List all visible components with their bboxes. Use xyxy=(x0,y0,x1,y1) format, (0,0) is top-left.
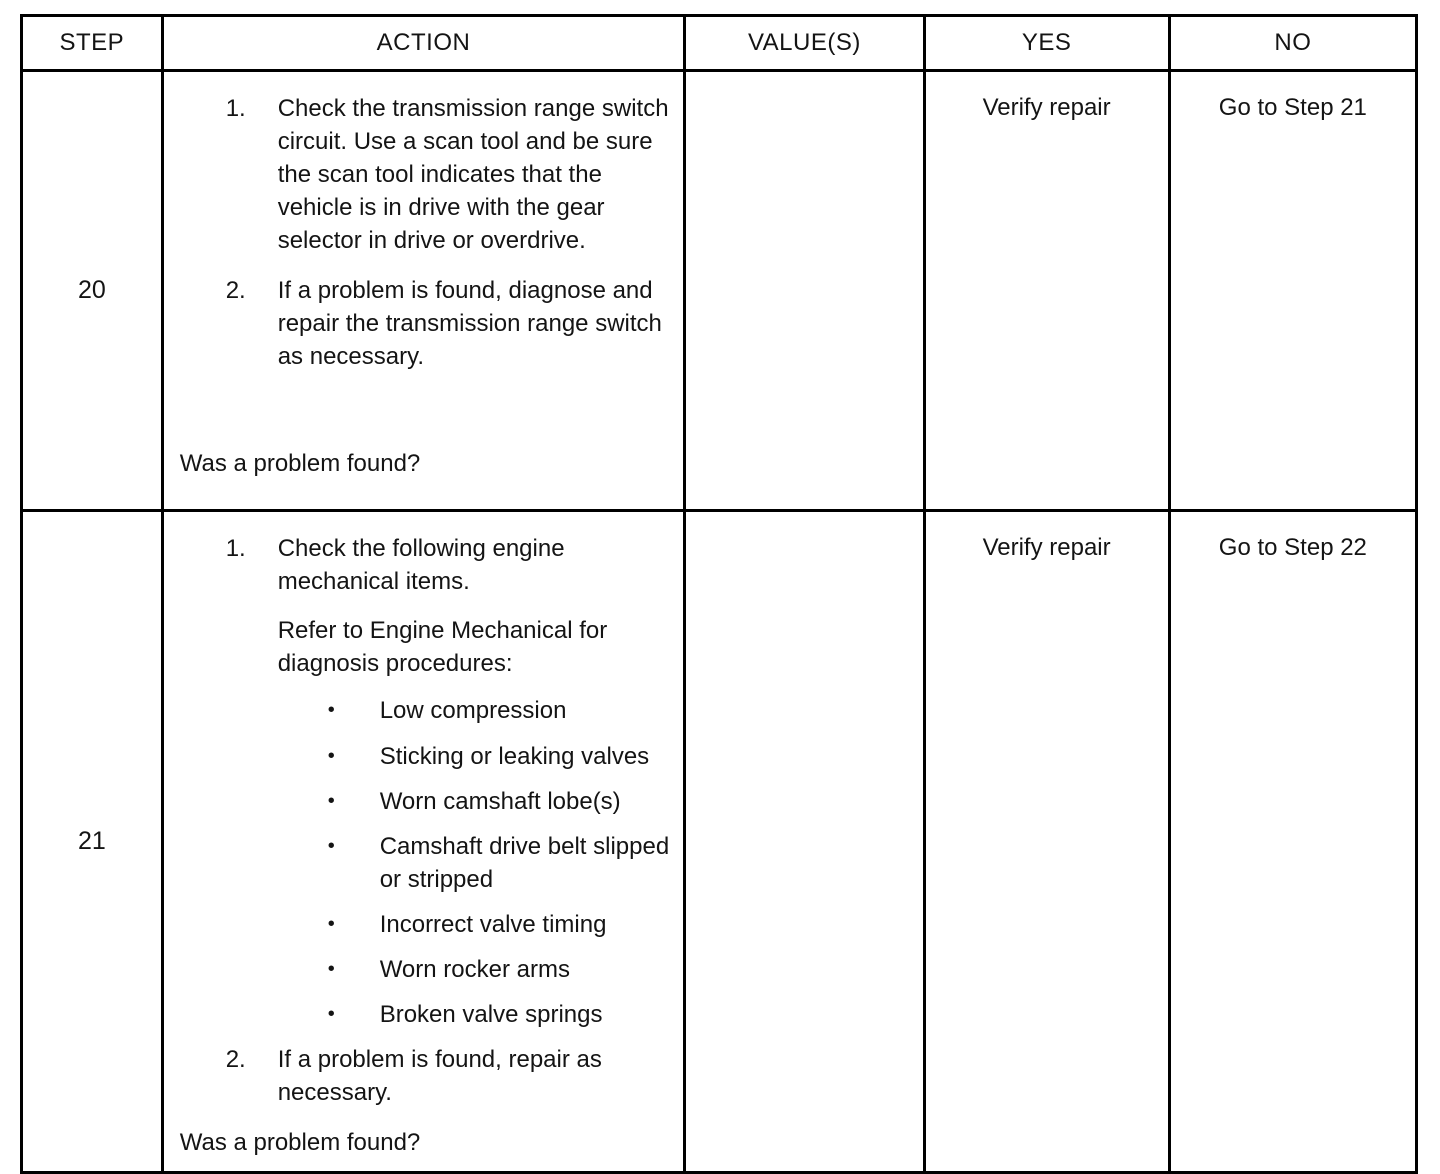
bullet-icon: • xyxy=(327,699,335,722)
no-cell: Go to Step 22 xyxy=(1169,511,1416,1173)
values-cell xyxy=(685,511,924,1173)
action-note-text: Refer to Engine Mechanical for diagnosis procedures: xyxy=(277,617,608,678)
bullet-text: Sticking or leaking valves xyxy=(379,742,650,770)
question-text: Was a problem found? xyxy=(179,449,421,477)
bullet-item xyxy=(328,785,670,818)
bullet-item xyxy=(328,953,670,986)
bullet-item xyxy=(328,908,670,941)
table-header-row xyxy=(22,16,1417,71)
action-item-number: 2. xyxy=(225,1046,246,1074)
diagnostic-table xyxy=(20,14,1418,1174)
bullet-icon: • xyxy=(327,744,335,767)
yes-cell: Verify repair xyxy=(924,511,1169,1173)
yes-cell: Verify repair xyxy=(924,71,1169,511)
column-header-no: NO xyxy=(1169,16,1416,71)
bullet-icon: • xyxy=(327,789,335,812)
bullet-item xyxy=(328,740,670,773)
bullet-text: Low compression xyxy=(379,697,567,725)
action-cell xyxy=(162,71,685,511)
bullet-text: Broken valve springs xyxy=(379,1001,603,1029)
bullet-text: Camshaft drive belt slipped or stripped xyxy=(379,832,670,893)
table-row xyxy=(22,511,1417,1173)
action-item-text: If a problem is found, repair as necessary. xyxy=(277,1046,602,1107)
action-item-text: Check the transmission range switch circuit. Use a scan tool and be sure the scan tool indicates that the vehicle is in drive with the gear selector in drive or overdrive. xyxy=(277,95,669,255)
bullet-icon: • xyxy=(327,912,335,935)
bullet-text: Worn rocker arms xyxy=(379,956,570,984)
action-cell xyxy=(162,511,685,1173)
bullet-text: Incorrect valve timing xyxy=(379,910,607,938)
action-item xyxy=(226,532,670,598)
step-number: 21 xyxy=(22,511,163,1173)
column-header-step: STEP xyxy=(22,16,163,71)
action-item-number: 1. xyxy=(225,535,246,562)
action-item-text: If a problem is found, diagnose and repair the transmission range switch as necessary. xyxy=(277,276,662,370)
column-header-action: ACTION xyxy=(162,16,685,71)
action-item-number: 2. xyxy=(225,276,246,304)
action-item xyxy=(226,92,670,258)
step-number: 20 xyxy=(22,71,163,511)
bullet-icon: • xyxy=(327,958,335,981)
no-cell: Go to Step 21 xyxy=(1169,71,1416,511)
table-row xyxy=(22,71,1417,511)
bullet-icon: • xyxy=(327,1003,335,1026)
action-item-text: Check the following engine mechanical items. xyxy=(277,535,565,596)
action-item xyxy=(226,274,670,373)
values-cell xyxy=(685,71,924,511)
bullet-text: Worn camshaft lobe(s) xyxy=(379,787,621,815)
column-header-yes: YES xyxy=(924,16,1169,71)
bullet-item xyxy=(328,998,670,1031)
action-item xyxy=(226,1043,670,1109)
action-item-number: 1. xyxy=(225,95,246,122)
bullet-icon: • xyxy=(327,834,335,857)
bullet-item xyxy=(328,694,670,727)
bullet-item xyxy=(328,830,670,896)
column-header-values: VALUE(S) xyxy=(685,16,924,71)
question-text: Was a problem found? xyxy=(179,1128,421,1156)
